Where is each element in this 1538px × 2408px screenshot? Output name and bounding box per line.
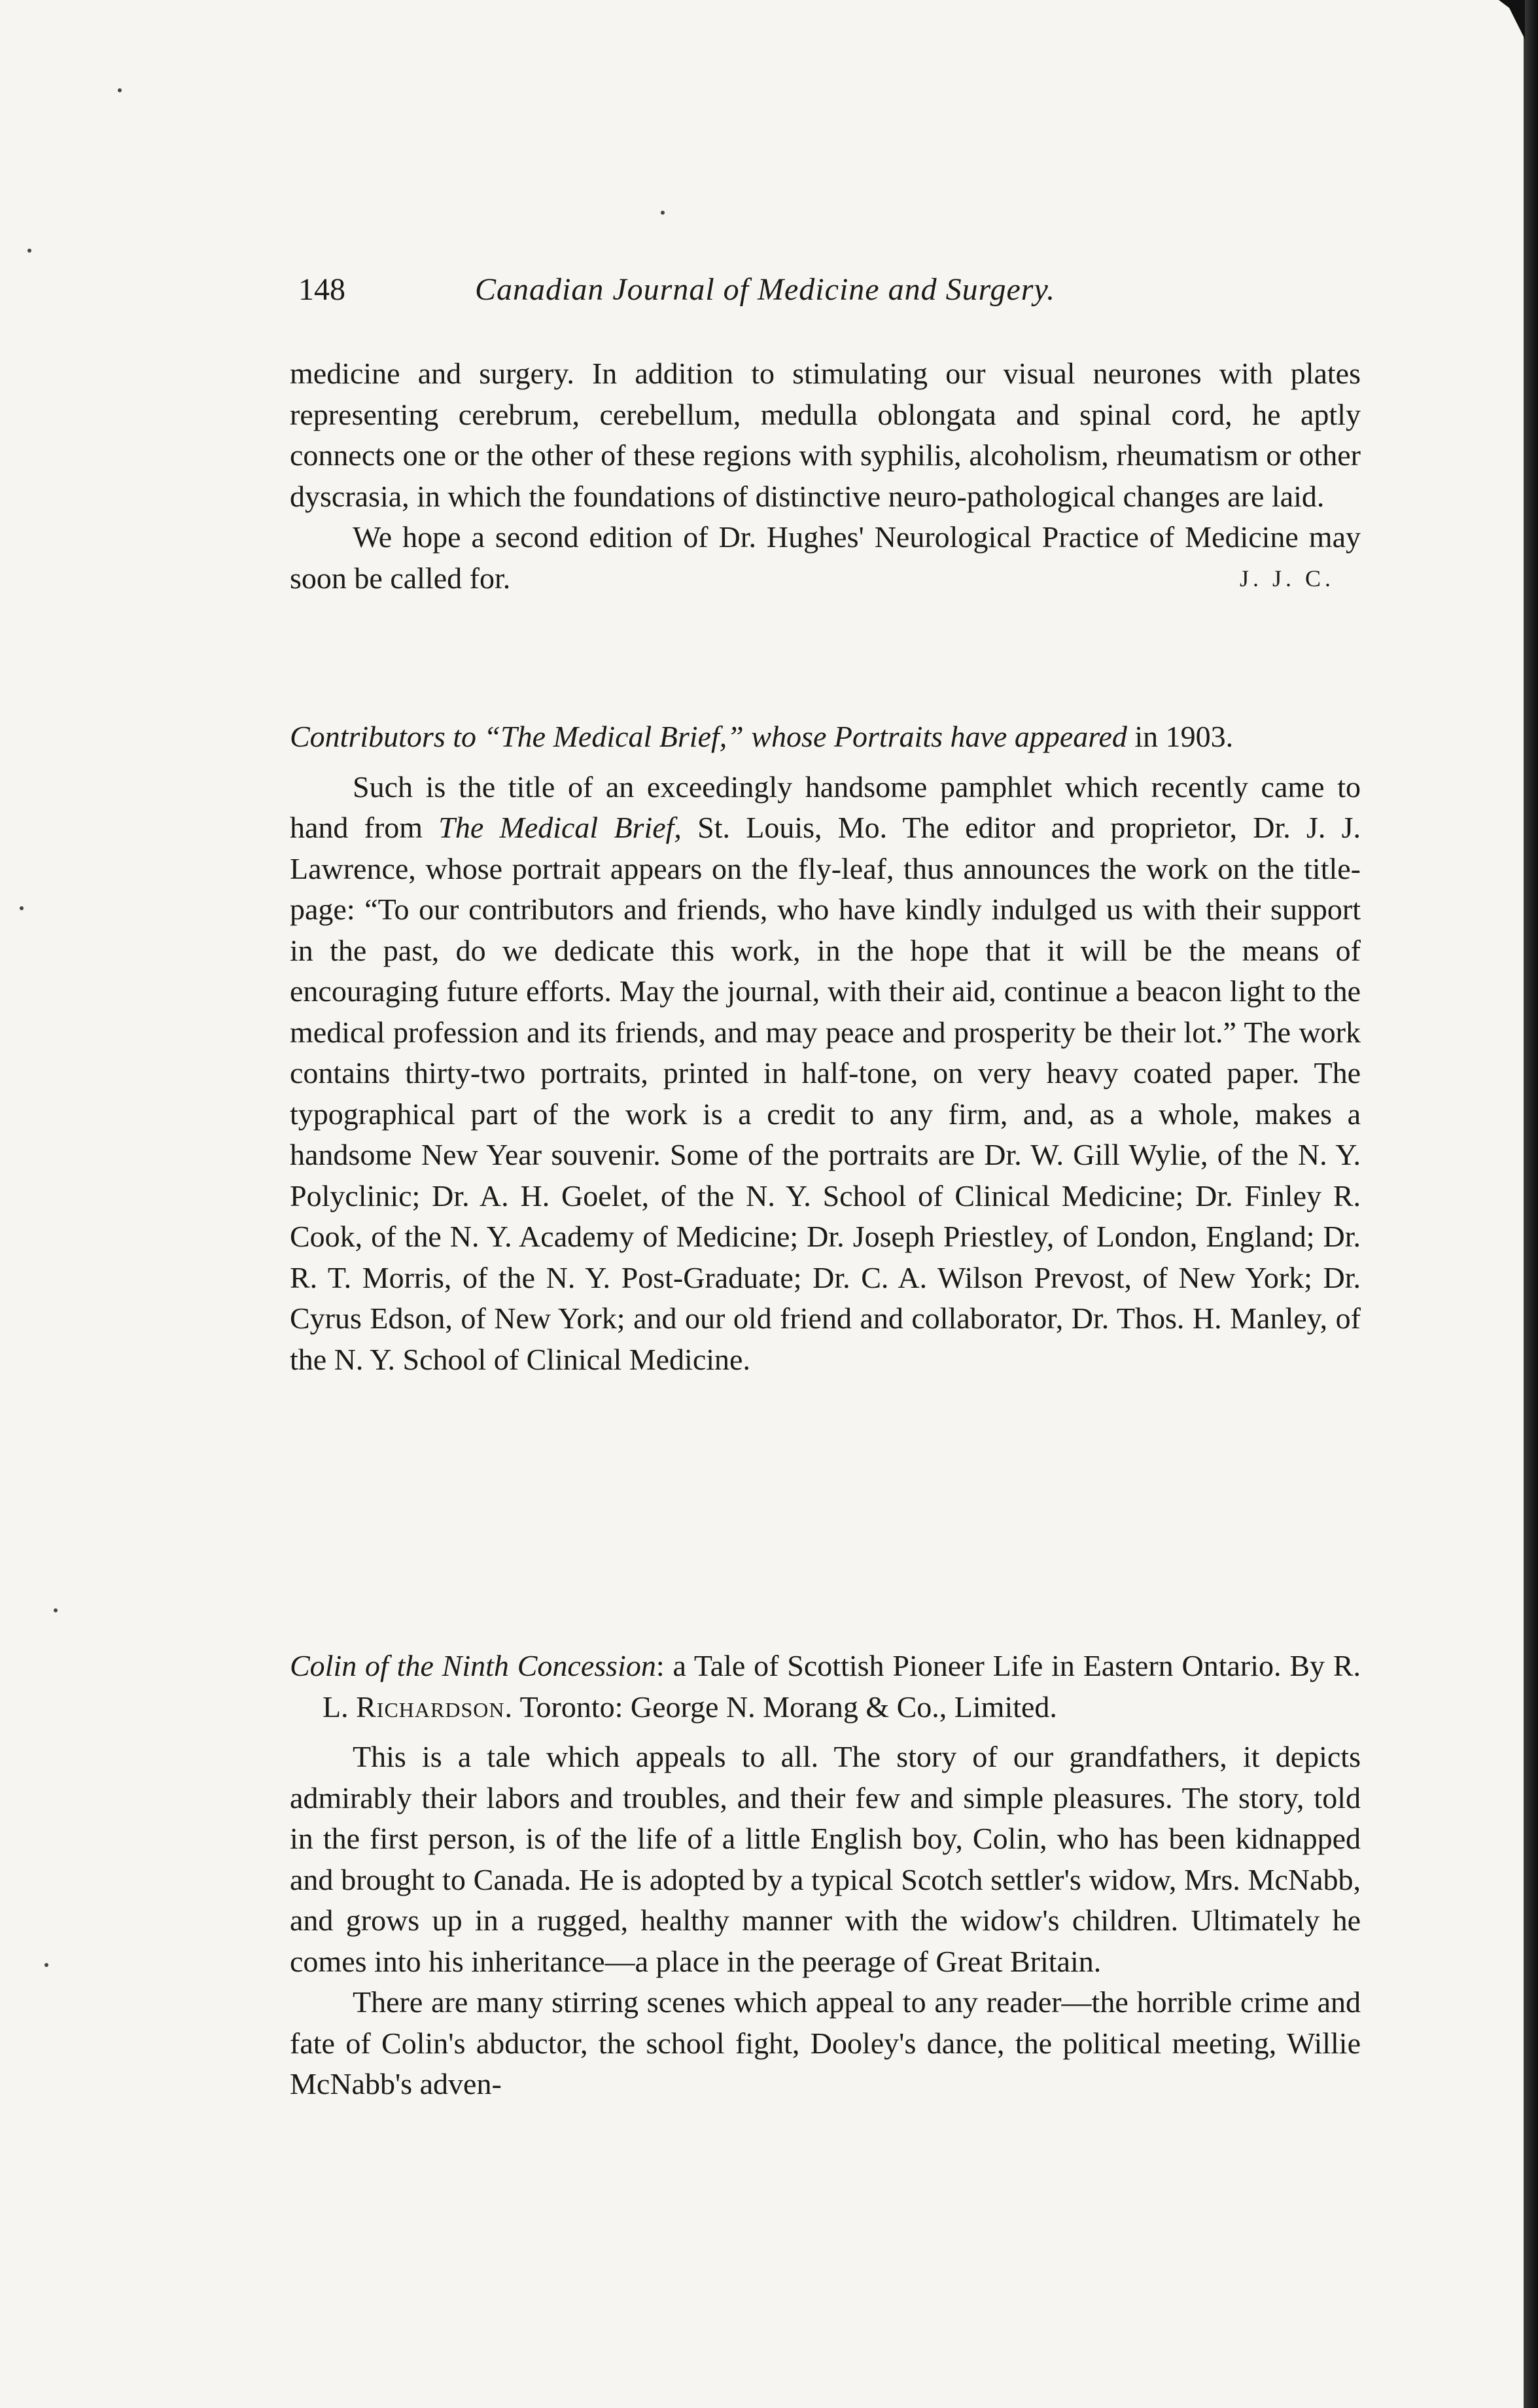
review-heading: [290, 1646, 1361, 1727]
review-medical-brief: [290, 717, 1361, 1380]
review-text: Such is the title of an exceedingly handsome pamphlet which recently came to hand from: [290, 770, 1361, 844]
reviewer-signature: J. J. C.: [1239, 565, 1335, 592]
review-heading-text: : a Tale of Scottish Pioneer Life in Eastern Ontario. By R. L.: [323, 1649, 1361, 1724]
review-heading-title: Contributors to “The Medical Brief,” whose Portraits have appeared: [290, 720, 1127, 753]
review-paragraph-text: We hope a second edition of Dr. Hughes' Neurological Practice of Medicine may soon be called for.: [290, 520, 1361, 595]
review-heading-publisher: Toronto: George N. Morang & Co., Limited.: [512, 1690, 1057, 1724]
review-heading: [290, 717, 1361, 758]
review-paragraph: [290, 767, 1361, 1381]
scan-speck: [118, 88, 122, 92]
scan-speck: [20, 906, 24, 910]
review-heading-year: in 1903.: [1127, 720, 1234, 753]
review-paragraph: There are many stirring scenes which appeal to any reader—the horrible crime and fate of Colin's abductor, the school fight, Dooley's dance, the political meeting, Willie McNabb's adven-: [290, 1985, 1361, 2100]
review-colin: [290, 1646, 1361, 2105]
running-head: [298, 272, 1358, 317]
review-hughes-continued: [290, 353, 1361, 599]
scan-speck: [44, 1963, 48, 1967]
page-edge-notch: [1499, 0, 1525, 39]
scan-speck: [27, 249, 31, 253]
review-text-italic: The Medical Brief,: [438, 811, 682, 844]
review-heading-author: Richardson.: [356, 1690, 513, 1724]
review-paragraph: [290, 517, 1361, 599]
page-number: 148: [298, 272, 345, 307]
journal-title: Canadian Journal of Medicine and Surgery.: [475, 272, 1056, 307]
review-paragraph: This is a tale which appeals to all. The story of our grandfathers, it depicts admirably their labors and troubles, and their few and simple pleasures. The story, told in the first person, is of the life of a little English boy, Colin, who has been kidnapped and brought to Canada. He is adopted by a typical Scotch settler's widow, Mrs. McNabb, and grows up in a rugged, healthy manner with the widow's children. Ultimately he comes into his inheritance—a place in the peerage of Great Britain.: [290, 1740, 1361, 1978]
page-edge-shadow: [1524, 0, 1538, 2408]
review-paragraph: medicine and surgery. In addition to stimulating our visual neurones with plates representing cerebrum, cerebellum, medulla oblongata and spinal cord, he aptly connects one or the other of these regions with syphilis, alcoholism, rheumatism or other dyscrasia, in which the foundations of distinctive neuro-pathological changes are laid.: [290, 357, 1361, 513]
review-heading-title: Colin of the Ninth Concession: [290, 1649, 656, 1682]
review-text: St. Louis, Mo. The editor and proprietor, Dr. J. J. Lawrence, whose portrait appears on the fly-leaf, thus announces the work on the title-page: “To our contributors and friends, who have kindly indulged us with their support in the past, do we dedicate this work, in the hope that it will be the means of encouraging future efforts. May the journal, with their aid, continue a beacon light to the medical profession and its friends, and may peace and prosperity be their lot.” The work contains thirty-two portraits, printed in half-tone, on very heavy coated paper. The typographical part of the work is a credit to any firm, and, as a whole, makes a handsome New Year souvenir. Some of the portraits are Dr. W. Gill Wylie, of the N. Y. Polyclinic; Dr. A. H. Goelet, of the N. Y. School of Clinical Medicine; Dr. Finley R. Cook, of the N. Y. Academy of Medicine; Dr. Joseph Priestley, of London, England; Dr. R. T. Morris, of the N. Y. Post-Graduate; Dr. C. A. Wilson Prevost, of New York; Dr. Cyrus Edson, of New York; and our old friend and collaborator, Dr. Thos. H. Manley, of the N. Y. School of Clinical Medicine.: [290, 811, 1361, 1376]
scan-speck: [661, 211, 665, 215]
scan-speck: [54, 1608, 58, 1612]
